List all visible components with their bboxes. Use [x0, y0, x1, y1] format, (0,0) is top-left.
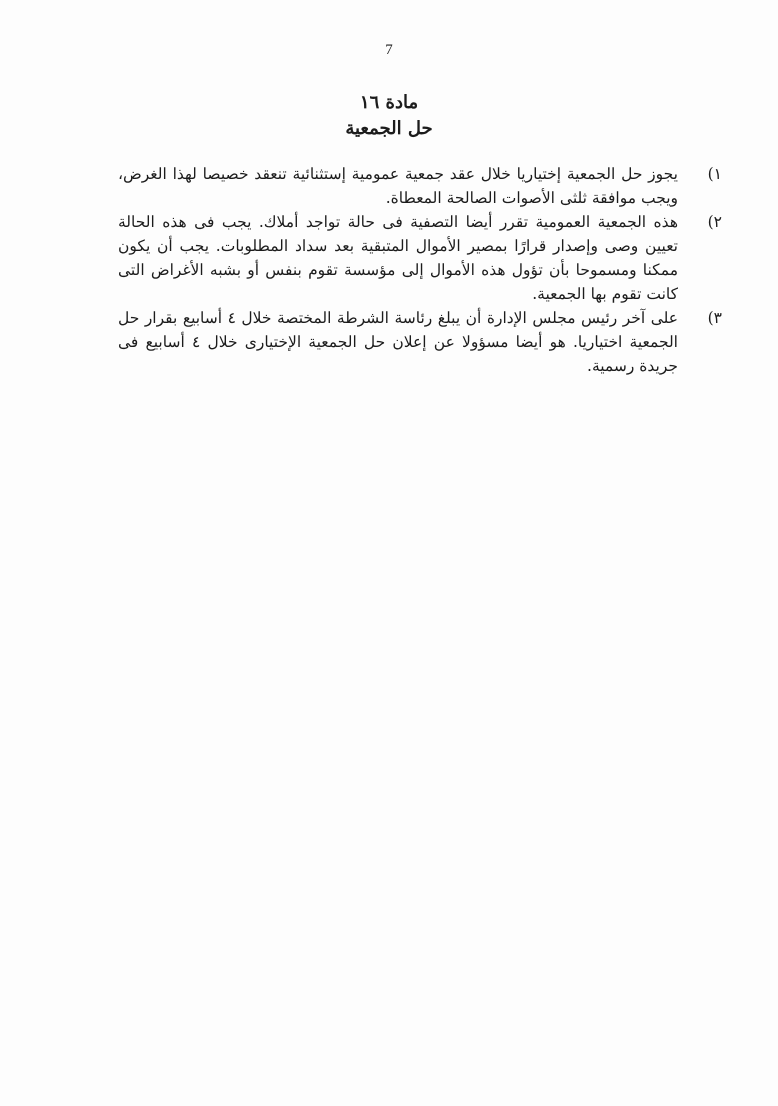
clause-1 — [118, 162, 722, 210]
clause-number: ٣) — [707, 309, 722, 327]
page-number: 7 — [385, 42, 393, 58]
article-title: حل الجمعية — [345, 118, 433, 139]
clause-list — [118, 162, 722, 378]
clause-text: يجوز حل الجمعية إختياريا خلال عقد جمعية عمومية إستثنائية تنعقد خصيصا لهذا الغرض، ويجب موافقة ثلثى الأصوات الصالحة المعطاة. — [118, 165, 678, 207]
clause-number: ٢) — [707, 213, 722, 231]
article-number: مادة ١٦ — [359, 92, 419, 113]
clause-text: هذه الجمعية العمومية تقرر أيضا التصفية فى حالة تواجد أملاك. يجب فى هذه الحالة تعيين وصى وإصدار قرارًا بمصير الأموال المتبقية بعد سداد المطلوبات. يجب أن يكون ممكنا ومسموحا بأن تؤول هذه الأموال إلى مؤسسة تقوم بنفس أو بشبه الأغراض التى كانت تقوم بها الجمعية. — [118, 213, 678, 303]
clause-2 — [118, 210, 722, 306]
clause-number: ١) — [707, 165, 722, 183]
clause-text: على آخر رئيس مجلس الإدارة أن يبلغ رئاسة الشرطة المختصة خلال ٤ أسابيع بقرار حل الجمعية اختياريا. هو أيضا مسؤولا عن إعلان حل الجمعية الإختيارى خلال ٤ أسابيع فى جريدة رسمية. — [118, 309, 678, 375]
clause-3 — [118, 306, 722, 378]
